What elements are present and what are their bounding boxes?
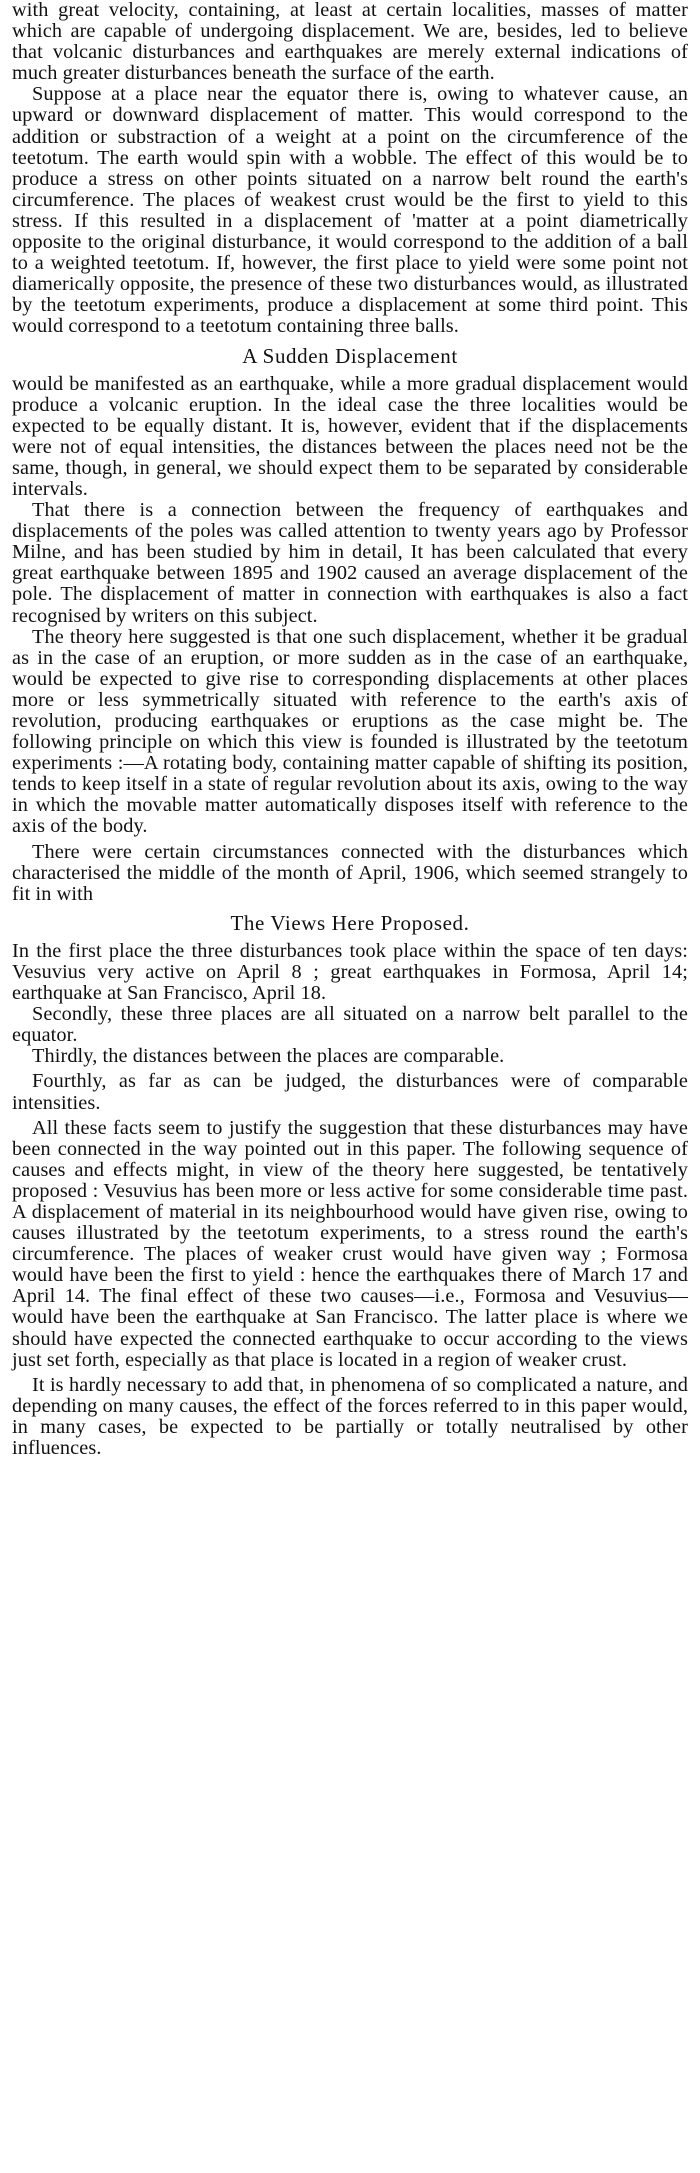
- subheading-views-proposed: The Views Here Proposed.: [230, 910, 470, 935]
- paragraph-thirdly: Thirdly, the distances between the places are comparable.: [32, 1045, 505, 1068]
- subheading-sudden-displacement: A Sudden Displacement: [242, 343, 458, 368]
- paragraph-first-place: In the first place the three disturbances took place within the space of ten days: Vesuvius very active on April 8 ; great earthquakes in Formosa, April 14; earthquake at San Francisco, April 18.: [12, 939, 688, 1005]
- paragraph-theory: The theory here suggested is that one such displacement, whether it be gradual as in the case of an eruption, or more sudden as in the case of an earthquake, would be expected to give rise to corresponding displacements at other places more or less symmetrically situated with reference to the earth's axis of revolution, producing earthquakes or eruptions as the case might be. The following principle on which this view is founded is illustrated by the teetotum experiments :—A rotating body, containing matter capable of shifting its position, tends to keep itself in a state of regular revolution about its axis, owing to the way in which the movable matter automatically disposes itself with reference to the axis of the body.: [12, 625, 688, 838]
- paragraph-sequence: All these facts seem to justify the suggestion that these disturbances may have been connected in the way pointed out in this paper. The following sequence of causes and effects might, in view of the theory here suggested, be tentatively proposed : Vesuvius has been more or less active for some considerable time past. A displacement of material in its neighbourhood would have given rise, owing to causes illustrated by the teetotum experiments, to a stress round the earth's circumference. The places of weaker crust would have given way ; Formosa would have been the first to yield : hence the earthquakes there of March 17 and April 14. The final effect of these two causes—i.e., Formosa and Vesuvius—would have been the earthquake at San Francisco. The latter place is where we should have expected the connected earthquake to occur according to the views just set forth, especially as that place is located in a region of weaker crust.: [12, 1116, 688, 1371]
- paragraph-milne-poles: That there is a connection between the frequency of earthquakes and displacements of the poles was called attention to twenty years ago by Professor Milne, and has been studied by him in detail, It has been calculated that every great earthquake between 1895 and 1902 caused an average displacement of the pole. The displacement of matter in connection with earthquakes is also a fact recognised by writers on this subject.: [12, 499, 688, 627]
- paragraph-earthquake-eruption: would be manifested as an earthquake, while a more gradual displacement would produce a volcanic eruption. In the ideal case the three localities would be expected to be equally distant. It is, however, evident that if the displacements were not of equal intensities, the distances between the places need not be the same, though, in general, we should expect them to be separated by considerable intervals.: [12, 372, 688, 500]
- paragraph-secondly: Secondly, these three places are all situated on a narrow belt parallel to the equator.: [12, 1003, 688, 1047]
- paragraph-continued: with great velocity, containing, at least at certain localities, masses of matter which are capable of undergoing displacement. We are, besides, led to believe that volcanic disturbances and earthquakes are merely external indications of much greater disturbances beneath the surface of the earth.: [12, 0, 688, 85]
- paragraph-teetotum-displacement: Suppose at a place near the equator there is, owing to whatever cause, an upward or downward displacement of matter. This would correspond to the addition or substraction of a weight at a point on the circumference of the teetotum. The earth would spin with a wobble. The effect of this would be to produce a stress on other points situated on a narrow belt round the earth's circumference. The places of weakest crust would be the first to yield to this stress. If this resulted in a displacement of 'matter at a point diametrically opposite to the original disturbance, it would correspond to the addition of a ball to a weighted teetotum. If, however, the first place to yield were some point not diamerically opposite, the presence of these two disturbances would, as illustrated by the teetotum experiments, produce a displacement at some third point. This would correspond to a teetotum containing three balls.: [12, 83, 688, 338]
- paragraph-april-1906: There were certain circumstances connected with the disturbances which characterised the middle of the month of April, 1906, which seemed strangely to fit in with: [12, 840, 688, 905]
- paragraph-fourthly: Fourthly, as far as can be judged, the disturbances were of comparable intensities.: [12, 1070, 688, 1114]
- paragraph-conclusion: It is hardly necessary to add that, in phenomena of so complicated a nature, and depending on many causes, the effect of the forces referred to in this paper would, in many cases, be expected to be partially or totally neutralised by other influences.: [12, 1373, 688, 1459]
